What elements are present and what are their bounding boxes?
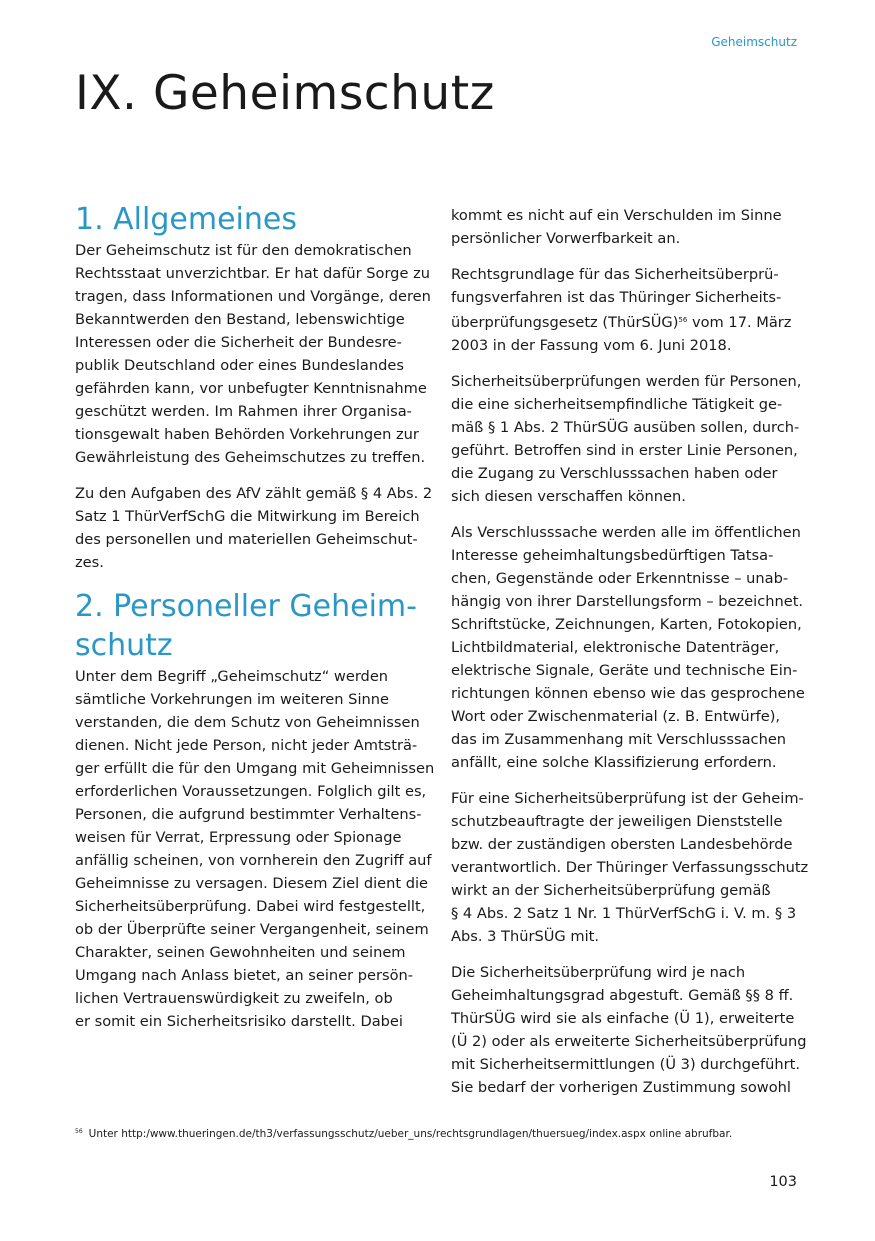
text-line: publik Deutschland oder eines Bundeslandes [75,357,404,374]
paragraph [451,521,803,774]
text-line: verantwortlich. Der Thüringer Verfassungsschutz [451,859,809,876]
text-line: Bekanntwerden den Bestand, lebenswichtige [75,311,405,328]
text-fragment: vom 17. März [687,314,792,331]
left-column [75,200,435,1046]
text-line: elektrische Signale, Geräte und technische Ein- [451,662,798,679]
right-column [451,204,809,1112]
text-line: Gewährleistung des Geheimschutzes zu treffen. [75,449,426,466]
text-line: chen, Gegenstände oder Erkenntnisse – unab- [451,570,789,587]
text-line: wirkt an der Sicherheitsüberprüfung gemäß [451,882,771,899]
text-line: mäß § 1 Abs. 2 ThürSÜG ausüben sollen, durch- [451,419,800,436]
text-line: zes. [75,554,104,571]
text-line: Charakter, seinen Gewohnheiten und seinem [75,944,406,961]
paragraph [451,961,807,1099]
text-line: Als Verschlusssache werden alle im öffentlichen [451,524,801,541]
text-line: sämtliche Vorkehrungen im weiteren Sinne [75,691,389,708]
text-line: erforderlichen Voraussetzungen. Folglich gilt es, [75,783,427,800]
text-line: er somit ein Sicherheitsrisiko darstellt. Dabei [75,1013,403,1030]
paragraph [451,787,809,948]
text-line: dienen. Nicht jede Person, nicht jeder Amtsträ- [75,737,418,754]
text-line: hängig von ihrer Darstellungsform – bezeichnet. [451,593,804,610]
text-line: Rechtsgrundlage für das Sicherheitsüberprü- [451,266,779,283]
text-line: Lichtbildmaterial, elektronische Datenträger, [451,639,780,656]
text-line: Geheimnisse zu versagen. Diesem Ziel dient die [75,875,429,892]
text-line: Satz 1 ThürVerfSchG die Mitwirkung im Bereich [75,508,420,525]
paragraph [75,239,431,469]
text-line: 2. Personeller Geheim- [75,589,417,624]
text-fragment: überprüfungsgesetz (ThürSÜG) [451,314,679,331]
text-line: tragen, dass Informationen und Vorgänge, deren [75,288,431,305]
text-line: geführt. Betroffen sind in erster Linie Personen, [451,442,798,459]
text-line: Sicherheitsüberprüfungen werden für Personen, [451,373,802,390]
text-line: anfällt, eine solche Klassifizierung erfordern. [451,754,777,771]
text-line: geschützt werden. Im Rahmen ihrer Organisa- [75,403,412,420]
text-line: fungsverfahren ist das Thüringer Sicherheits- [451,289,782,306]
paragraph [451,263,803,357]
section-heading-personeller-geheimschutz [75,587,427,665]
text-line: Personen, die aufgrund bestimmter Verhaltens- [75,806,422,823]
text-line: persönlicher Vorwerfbarkeit an. [451,230,681,247]
paragraph [451,204,803,250]
paragraph [75,665,435,1033]
text-line: sich diesen verschaffen können. [451,488,686,505]
text-line: Für eine Sicherheitsüberprüfung ist der Geheim- [451,790,804,807]
text-line: Umgang nach Anlass bietet, an seiner persön- [75,967,414,984]
text-line: Schriftstücke, Zeichnungen, Karten, Fotokopien, [451,616,802,633]
text-line: Wort oder Zwischenmaterial (z. B. Entwürfe), [451,708,781,725]
text-line: 2003 in der Fassung vom 6. Juni 2018. [451,337,732,354]
page-number: 103 [769,1174,797,1190]
text-line [451,309,803,334]
text-line: Die Sicherheitsüberprüfung wird je nach [451,964,746,981]
text-line: gefährden kann, vor unbefugter Kenntnisnahme [75,380,427,397]
chapter-title: IX. Geheimschutz [75,66,495,121]
text-line: Zu den Aufgaben des AfV zählt gemäß § 4 Abs. 2 [75,485,433,502]
paragraph [75,482,433,574]
text-line: schutzbeauftragte der jeweiligen Dienststelle [451,813,783,830]
text-line: verstanden, die dem Schutz von Geheimnissen [75,714,420,731]
text-line: lichen Vertrauenswürdigkeit zu zweifeln, ob [75,990,393,1007]
text-line: mit Sicherheitsermittlungen (Ü 3) durchgeführt. [451,1056,801,1073]
text-line: das im Zusammenhang mit Verschlusssachen [451,731,787,748]
text-line: ob der Überprüfte seiner Vergangenheit, seinem [75,921,429,938]
text-line: weisen für Verrat, Erpressung oder Spionage [75,829,402,846]
text-line: schutz [75,628,173,663]
text-line: Sicherheitsüberprüfung. Dabei wird festgestellt, [75,898,426,915]
text-line: tionsgewalt haben Behörden Vorkehrungen zur [75,426,419,443]
text-line: Interessen oder die Sicherheit der Bundesre- [75,334,402,351]
text-line: § 4 Abs. 2 Satz 1 Nr. 1 ThürVerfSchG i. V. m. § 3 [451,905,797,922]
text-line: Abs. 3 ThürSÜG mit. [451,928,599,945]
text-line: Unter dem Begriff „Geheimschutz“ werden [75,668,389,685]
footnote-text: Unter http:/www.thueringen.de/th3/verfassungsschutz/ueber_uns/rechtsgrundlagen/thuersueg/index.aspx online abrufbar. [88,1128,733,1140]
text-line: (Ü 2) oder als erweiterte Sicherheitsüberprüfung [451,1033,807,1050]
running-head: Geheimschutz [711,35,797,49]
text-line: Geheimhaltungsgrad abgestuft. Gemäß §§ 8 ff. [451,987,794,1004]
text-line: richtungen können ebenso wie das gesprochene [451,685,805,702]
text-line: des personellen und materiellen Geheimschut- [75,531,418,548]
text-line: die Zugang zu Verschlusssachen haben oder [451,465,778,482]
text-line: Der Geheimschutz ist für den demokratischen [75,242,412,259]
text-line: ger erfüllt die für den Umgang mit Geheimnissen [75,760,435,777]
text-line: Sie bedarf der vorherigen Zustimmung sowohl [451,1079,791,1096]
text-line: Interesse geheimhaltungsbedürftigen Tatsa- [451,547,774,564]
text-line: die eine sicherheitsempfindliche Tätigkeit ge- [451,396,783,413]
text-line: anfällig scheinen, von vornherein den Zugriff auf [75,852,432,869]
text-line: kommt es nicht auf ein Verschulden im Sinne [451,207,782,224]
footnote-marker[interactable]: 56 [678,316,688,324]
footnote [75,1128,732,1140]
paragraph [451,370,803,508]
text-line: bzw. der zuständigen obersten Landesbehörde [451,836,793,853]
text-line: Rechtsstaat unverzichtbar. Er hat dafür Sorge zu [75,265,430,282]
footnote-number: 56 [75,1128,83,1135]
section-heading-allgemeines: 1. Allgemeines [75,202,297,237]
text-line: ThürSÜG wird sie als einfache (Ü 1), erweiterte [451,1010,795,1027]
